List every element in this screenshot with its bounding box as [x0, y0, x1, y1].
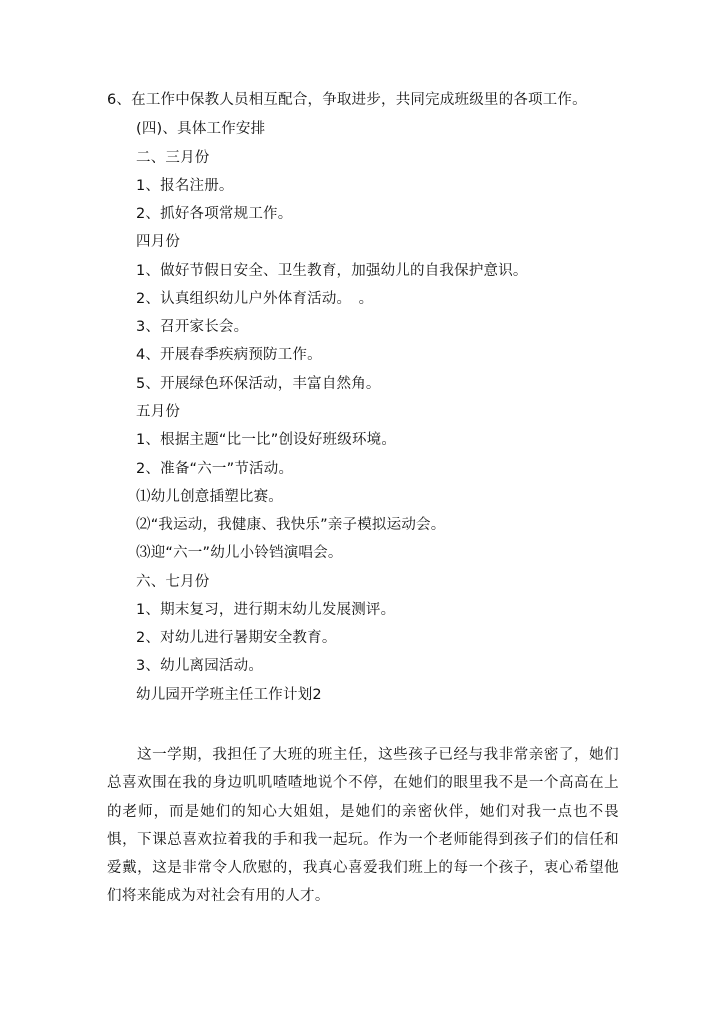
- month-heading-march: 二、三月份: [136, 150, 210, 166]
- month-heading-may: 五月份: [136, 404, 181, 420]
- list-item: 1、根据主题“比一比”创设好班级环境。: [136, 432, 397, 448]
- list-item: 2、认真组织幼儿户外体育活动。 。: [136, 291, 374, 307]
- list-item: 5、开展绿色环保活动，丰富自然角。: [136, 376, 381, 392]
- sub-list-item: ⑴幼儿创意插塑比赛。: [136, 489, 283, 505]
- list-item: 3、召开家长会。: [136, 319, 249, 335]
- text-line-work-item-6: 6、在工作中保教人员相互配合，争取进步，共同完成班级里的各项工作。: [107, 92, 587, 108]
- list-item: 1、做好节假日安全、卫生教育，加强幼儿的自我保护意识。: [136, 263, 528, 279]
- list-item: 4、开展春季疾病预防工作。: [136, 347, 322, 363]
- list-item: 2、抓好各项常规工作。: [136, 206, 293, 222]
- list-item: 2、准备“六一”节活动。: [136, 461, 294, 477]
- month-heading-april: 四月份: [136, 234, 181, 250]
- list-item: 3、幼儿离园活动。: [136, 658, 264, 674]
- body-paragraph: 这一学期，我担任了大班的班主任，这些孩子已经与我非常亲密了，她们总喜欢围在我的身边叽叽喳喳地说个不停，在她们的眼里我不是一个高高在上的老师，而是她们的知心大姐姐，是她们的亲密伙伴，她们对我一点也不畏惧，下课总喜欢拉着我的手和我一起玩。作为一个老师能得到孩子们的信任和爱戴，这是非常令人欣慰的，我真心喜爱我们班上的每一个孩子，衷心希望他们将来能成为对社会有用的人才。: [107, 747, 619, 905]
- list-item: 1、报名注册。: [136, 178, 234, 194]
- month-heading-june-july: 六、七月份: [136, 574, 210, 590]
- sub-list-item: ⑵“我运动，我健康、我快乐”亲子模拟运动会。: [136, 517, 446, 533]
- list-item: 2、对幼儿进行暑期安全教育。: [136, 630, 337, 646]
- list-item: 1、期末复习，进行期末幼儿发展测评。: [136, 602, 396, 618]
- document-title-plan-2: 幼儿园开学班主任工作计划2: [136, 687, 322, 703]
- section-heading-schedule: (四)、具体工作安排: [136, 121, 266, 137]
- sub-list-item: ⑶迎“六一”幼儿小铃铛演唱会。: [136, 545, 343, 561]
